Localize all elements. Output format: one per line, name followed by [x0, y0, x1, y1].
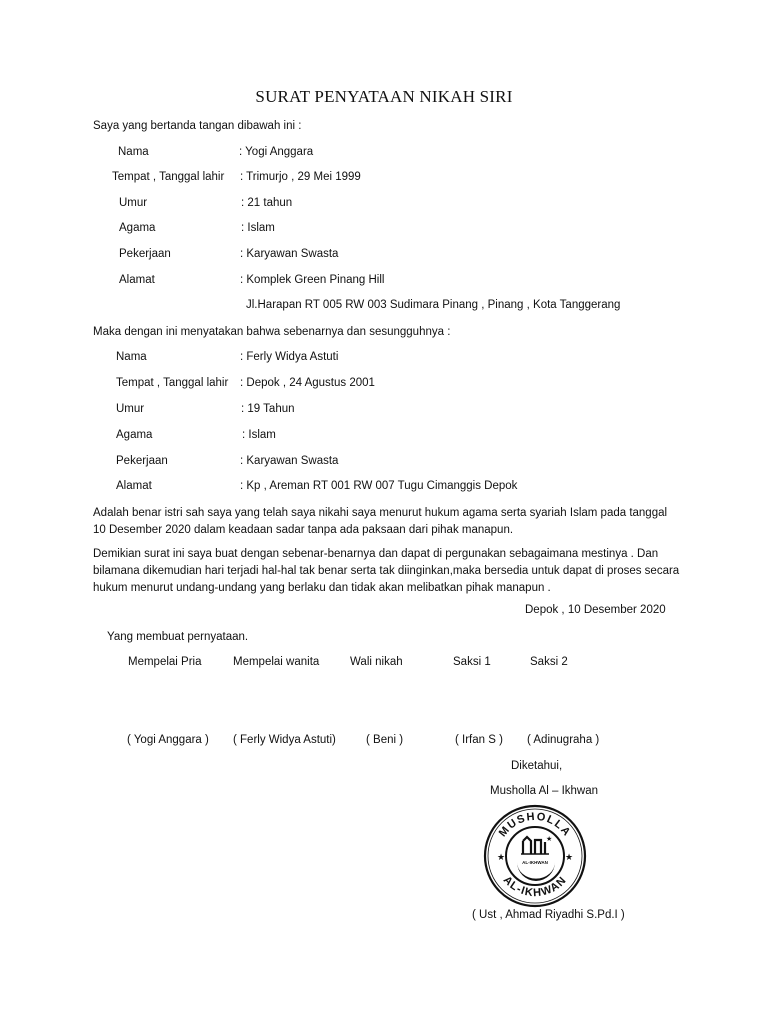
- person1-address-line2: Jl.Harapan RT 005 RW 003 Sudimara Pinang , Pinang , Kota Tanggerang: [246, 299, 621, 311]
- field-value: : Depok , 24 Agustus 2001: [240, 377, 375, 389]
- field-label: Agama: [119, 222, 156, 234]
- field-label: Umur: [119, 197, 148, 209]
- field-value: : Karyawan Swasta: [240, 248, 339, 260]
- field-value: : Ferly Widya Astuti: [240, 351, 339, 363]
- signer-name: ( Irfan S ): [455, 734, 503, 746]
- field-value: : Kp , Areman RT 001 RW 007 Tugu Cimanggis Depok: [240, 480, 518, 492]
- middle-text: Maka dengan ini menyatakan bahwa sebenarnya dan sesungguhnya :: [93, 326, 451, 338]
- svg-text:★: ★: [497, 853, 506, 863]
- svg-text:MUSHOLLA: MUSHOLLA: [496, 810, 574, 840]
- field-label: Tempat , Tanggal lahir: [112, 171, 225, 183]
- signer-role: Saksi 2: [530, 656, 568, 668]
- field-value: : Komplek Green Pinang Hill: [240, 274, 385, 286]
- field-value: : Trimurjo , 29 Mei 1999: [240, 171, 361, 183]
- signer-name: ( Yogi Anggara ): [127, 734, 209, 746]
- svg-text:AL-IKHWAN: AL-IKHWAN: [500, 874, 570, 900]
- svg-text:★: ★: [546, 835, 553, 843]
- signer-role: Mempelai wanita: [233, 656, 320, 668]
- signer-role: Mempelai Pria: [128, 656, 202, 668]
- field-label: Alamat: [116, 480, 152, 492]
- official-name: ( Ust , Ahmad Riyadhi S.Pd.I ): [472, 909, 625, 921]
- known-text: Diketahui,: [511, 760, 563, 772]
- field-value: : Karyawan Swasta: [240, 455, 339, 467]
- field-label: Pekerjaan: [116, 455, 168, 467]
- field-value: : Islam: [241, 222, 275, 234]
- signer-role: Saksi 1: [453, 656, 491, 668]
- maker-text: Yang membuat pernyataan.: [107, 631, 249, 643]
- closing-paragraph: Demikian surat ini saya buat dengan sebenar-benarnya dan dapat di pergunakan sebagaimana mestinya . Dan bilamana dikemudian hari terjadi hal-hal tak benar serta tak diinginkan,maka bersedia untuk dapat di proses secara hukum menurut undang-undang yang berlaku dan tidak akan melibatkan pihak manapun .: [93, 548, 680, 594]
- field-value: : 19 Tahun: [241, 403, 295, 415]
- field-value: : Yogi Anggara: [239, 146, 314, 158]
- field-value: : 21 tahun: [241, 197, 293, 209]
- svg-text:★: ★: [565, 853, 574, 863]
- field-label: Tempat , Tanggal lahir: [116, 377, 229, 389]
- field-label: Pekerjaan: [119, 248, 171, 260]
- document-title: SURAT PENYATAAN NIKAH SIRI: [255, 87, 513, 106]
- field-label: Agama: [116, 429, 153, 441]
- signer-name: ( Ferly Widya Astuti): [233, 734, 336, 746]
- place-date: Depok , 10 Desember 2020: [525, 604, 666, 616]
- field-label: Umur: [116, 403, 145, 415]
- intro-text: Saya yang bertanda tangan dibawah ini :: [93, 120, 302, 132]
- musholla-seal-icon: [483, 804, 587, 908]
- signer-name: ( Beni ): [366, 734, 404, 746]
- signer-role: Wali nikah: [350, 656, 403, 668]
- org-name: Musholla Al – Ikhwan: [490, 785, 599, 797]
- field-label: Alamat: [119, 274, 155, 286]
- field-label: Nama: [116, 351, 147, 363]
- field-label: Nama: [118, 146, 149, 158]
- signer-name: ( Adinugraha ): [527, 734, 600, 746]
- statement-paragraph: Adalah benar istri sah saya yang telah saya nikahi saya menurut hukum agama serta syariah Islam pada tanggal 10 Desember 2020 dalam keadaan sadar tanpa ada paksaan dari pihak manapun.: [93, 507, 668, 536]
- field-value: : Islam: [242, 429, 276, 441]
- svg-text:AL-IKHWAN: AL-IKHWAN: [522, 860, 548, 865]
